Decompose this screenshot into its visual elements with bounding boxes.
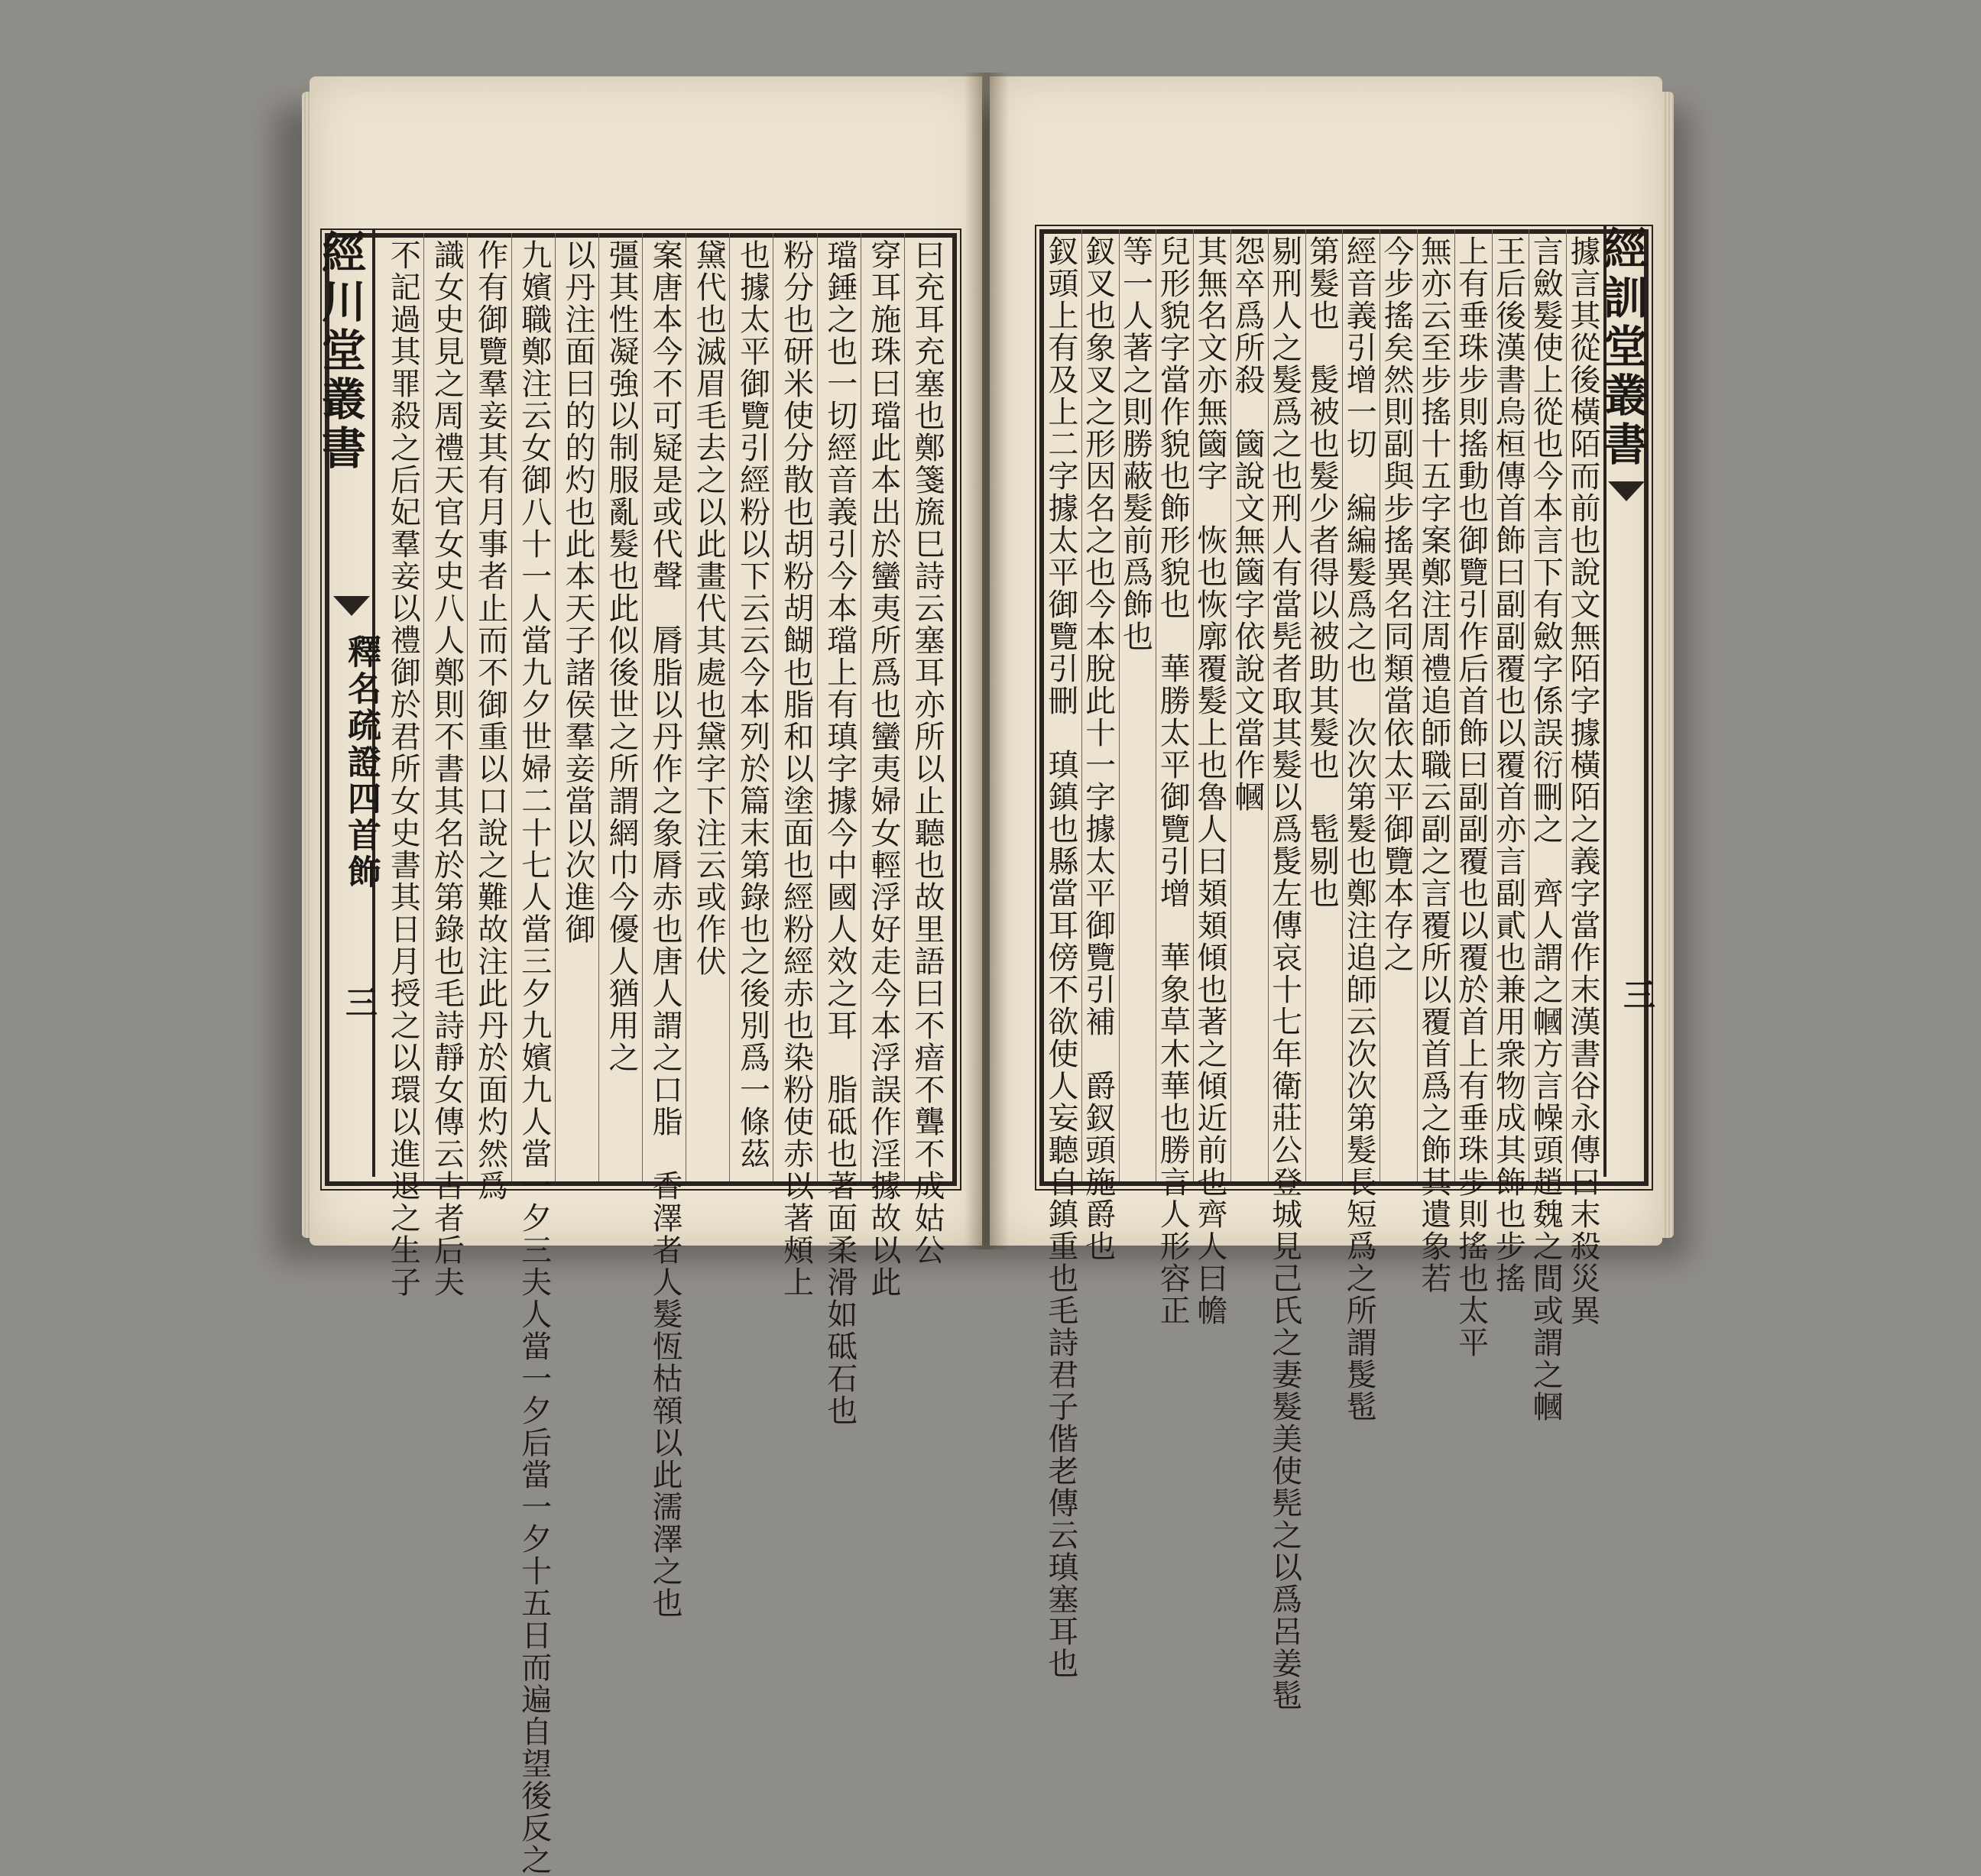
right-text-column: 剔刑人之髮爲之也刑人有當髡者取其髮以爲髲左傳哀十七年衛莊公登城見己氏之妻髮美使髡之以爲呂姜髢 [1268, 229, 1305, 1181]
right-text-column: 上有垂珠步則搖動也御覽引作后首飾曰副副覆也以覆於首上有垂珠步則搖也太平 [1454, 229, 1492, 1181]
left-text-column: 識女史見之周禮天官女史八人鄭則不書其名於第錄也毛詩靜女傳云古者后夫 [423, 233, 467, 1181]
right-text-column: 經音義引增一切 編編髮爲之也 次次第髮也鄭注追師云次次第髮長短爲之所謂髲髢 [1342, 229, 1380, 1181]
left-text-column: 彊其性凝強以制服亂髮也此似後世之所謂網巾今優人猶用之 [598, 233, 642, 1181]
left-text-column: 粉分也研米使分散也胡粉胡餬也脂和以塗面也經粉經赤也染粉使赤以著頰上 [773, 233, 816, 1181]
right-text-column: 無亦云至步搖十五字案鄭注周禮追師職云副之言覆所以覆首爲之飾其遺象若 [1417, 229, 1454, 1181]
right-text-column: 兒形貌字當作貌也飾形貌也 華勝太平御覽引增 華象草木華也勝言人形容正 [1156, 229, 1193, 1181]
left-page-number: 三 [341, 986, 378, 1018]
right-text-column: 今步搖矣然則副與步搖異名同類當依太平御覽本存之 [1380, 229, 1417, 1181]
left-text-column: 九嬪職鄭注云女御八十一人當九夕世婦二十七人當三夕九嬪九人當一夕三夫人當一夕后當一夕十五日而遍自望後反之 [511, 233, 555, 1181]
right-text-column: 其無名文亦無簂字 恢也恢廓覆髮上也魯人曰頍頍傾也著之傾近前也齊人曰幨 [1193, 229, 1230, 1181]
left-text-column: 作有御覽羣妾其有月事者止而不御重以口說之難故注此丹於面灼然爲 [467, 233, 511, 1181]
left-text-columns [380, 233, 948, 1876]
right-text-column: 言斂髮使上從也今本言下有斂字係誤衍刪之 齊人謂之幗方言幧頭趙魏之間或謂之幗 [1529, 229, 1566, 1181]
right-spine-title: 經訓堂叢書 [1603, 225, 1654, 1177]
left-fold-fishtail-icon [333, 596, 370, 616]
left-text-column: 璫錘之也一切經音義引今本璫上有瑱字據今中國人效之耳 脂砥也著面柔滑如砥石也 [817, 233, 861, 1181]
right-text-column: 王后後漢書烏桓傳首飾曰副副覆也以覆首亦言副貳也兼用衆物成其飾也步搖 [1492, 229, 1529, 1181]
left-text-column: 案唐本今不可疑是或代聲 脣脂以丹作之象脣赤也唐人謂之口脂 香澤者人髮恆枯顇以此濡澤之也 [642, 233, 686, 1181]
left-text-column: 曰充耳充塞也鄭箋旒巳詩云塞耳亦所以止聽也故里語曰不瘖不聾不成姑公 [904, 233, 948, 1181]
right-fold-fishtail-icon [1608, 481, 1645, 501]
left-text-column: 也據太平御覽引經粉以下云云今本列於篇末第錄也之後別爲一條茲 [729, 233, 773, 1181]
left-text-column: 以丹注面曰的的灼也此本天子諸侯羣妾當以次進御 [555, 233, 598, 1181]
right-page-number: 三 [1619, 978, 1656, 1010]
right-text-column: 等一人著之則勝蔽髮前爲飾也 [1119, 229, 1156, 1181]
right-text-columns [1042, 229, 1603, 1712]
right-text-column: 據言其從後橫陌而前也說文無陌字據橫陌之義字當作末漢書谷永傳曰末殺災異 [1566, 229, 1603, 1181]
left-spine-subtitle: 釋名疏證四首飾 [342, 634, 381, 891]
book-gutter [965, 73, 1009, 1249]
right-text-column: 怨卒爲所殺 簂說文無簂字依說文當作幗 [1230, 229, 1268, 1181]
right-text-column: 第髮也 髲被也髮少者得以被助其髮也 髢剔也 [1305, 229, 1343, 1181]
left-text-column: 穿耳施珠曰璫此本出於蠻夷所爲也蠻夷婦女輕浮好走今本浮誤作淫據故以此 [861, 233, 904, 1181]
left-text-column: 黛代也滅眉毛去之以此畫代其處也黛字下注云或作伏 [686, 233, 729, 1181]
right-text-column: 釵叉也象叉之形因名之也今本脫此十一字據太平御覽引補 爵釵頭施爵也 [1081, 229, 1119, 1181]
left-text-column: 不記過其罪殺之后妃羣妾以禮御於君所女史書其日月授之以環以進退之生子 [385, 239, 421, 1298]
right-text-column: 釵頭上有及上二字據太平御覽引刪 瑱鎮也縣當耳傍不欲使人妄聽自鎮重也毛詩君子偕老傳云瑱塞耳也 [1042, 235, 1078, 1680]
left-spine-title: 經川堂叢書 [325, 229, 375, 1177]
